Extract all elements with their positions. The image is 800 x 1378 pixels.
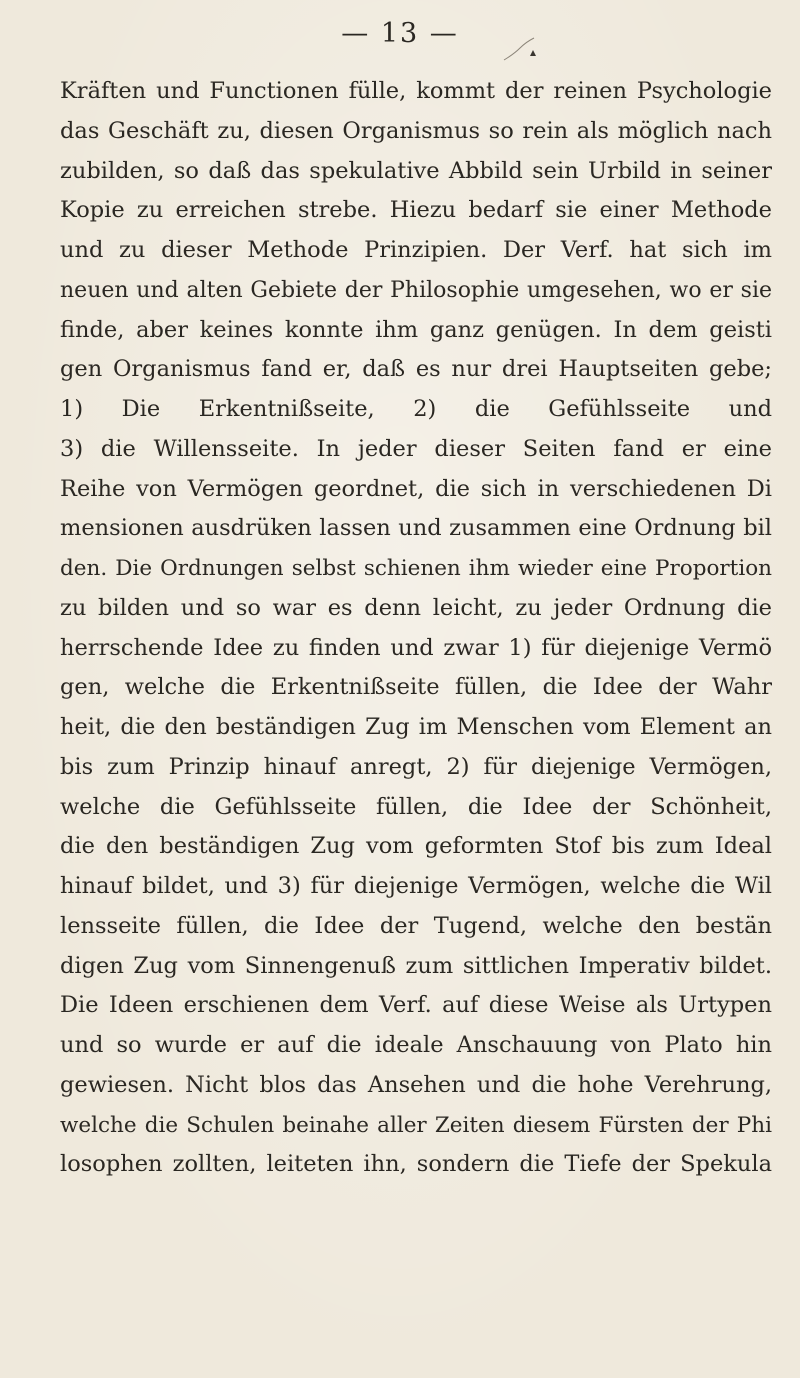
text-line: und zu dieser Methode Prinzipien. Der Verf. hat sich im [60, 237, 772, 263]
page-number: — 13 — [341, 18, 459, 49]
text-line: das Geschäft zu, diesen Organismus so rein als möglich nach [60, 117, 772, 144]
text-line: den. Die Ordnungen selbst schienen ihm wieder eine Proportion [60, 556, 772, 581]
text-line: zu bilden und so war es denn leicht, zu jeder Ordnung die [60, 594, 772, 621]
text-line: lensseite füllen, die Idee der Tugend, welche den bestän [60, 912, 772, 939]
text-line: zubilden, so daß das spekulative Abbild sein Urbild in seiner [60, 157, 772, 184]
text-line: herrschende Idee zu finden und zwar 1) für diejenige Vermö [60, 634, 772, 661]
text-line: Kräften und Functionen fülle, kommt der reinen Psychologie [60, 78, 772, 104]
text-line: heit, die den beständigen Zug im Menschen vom Element an [60, 714, 772, 740]
text-line: welche die Gefühlsseite füllen, die Idee der Schönheit, [60, 793, 772, 820]
text-line: Kopie zu erreichen strebe. Hiezu bedarf sie einer Methode [60, 197, 772, 224]
page-header [0, 8, 800, 58]
pencil-mark-icon [500, 34, 540, 64]
text-line: gen, welche die Erkentnißseite füllen, die Idee der Wahr [60, 674, 772, 701]
text-line: gewiesen. Nicht blos das Ansehen und die hohe Verehrung, [60, 1071, 772, 1098]
text-line: mensionen ausdrüken lassen und zusammen eine Ordnung bil [60, 515, 772, 542]
text-line: Die Ideen erschienen dem Verf. auf diese Weise als Urtypen [60, 992, 772, 1019]
text-line: 1) Die Erkentnißseite, 2) die Gefühlsseite und [60, 396, 772, 422]
text-line: welche die Schulen beinahe aller Zeiten diesem Fürsten der Phi [60, 1112, 772, 1138]
text-line: Reihe von Vermögen geordnet, die sich in verschiedenen Di [60, 475, 772, 502]
text-line: und so wurde er auf die ideale Anschauung von Plato hin [60, 1032, 772, 1058]
text-line: gen Organismus fand er, daß es nur drei Hauptseiten gebe; [60, 356, 772, 383]
body-text [60, 72, 772, 1185]
text-line: neuen und alten Gebiete der Philosophie umgesehen, wo er sie [60, 277, 772, 303]
text-line: hinauf bildet, und 3) für diejenige Vermögen, welche die Wil [60, 873, 772, 899]
text-line: 3) die Willensseite. In jeder dieser Seiten fand er eine [60, 435, 772, 462]
text-line: die den beständigen Zug vom geformten Stof bis zum Ideal [60, 833, 772, 860]
text-line: finde, aber keines konnte ihm ganz genügen. In dem geisti [60, 316, 772, 343]
text-line: bis zum Prinzip hinauf anregt, 2) für diejenige Vermögen, [60, 753, 772, 780]
text-line: losophen zollten, leiteten ihn, sondern die Tiefe der Spekula [60, 1151, 772, 1178]
text-line: digen Zug vom Sinnengenuß zum sittlichen Imperativ bildet. [60, 952, 772, 979]
